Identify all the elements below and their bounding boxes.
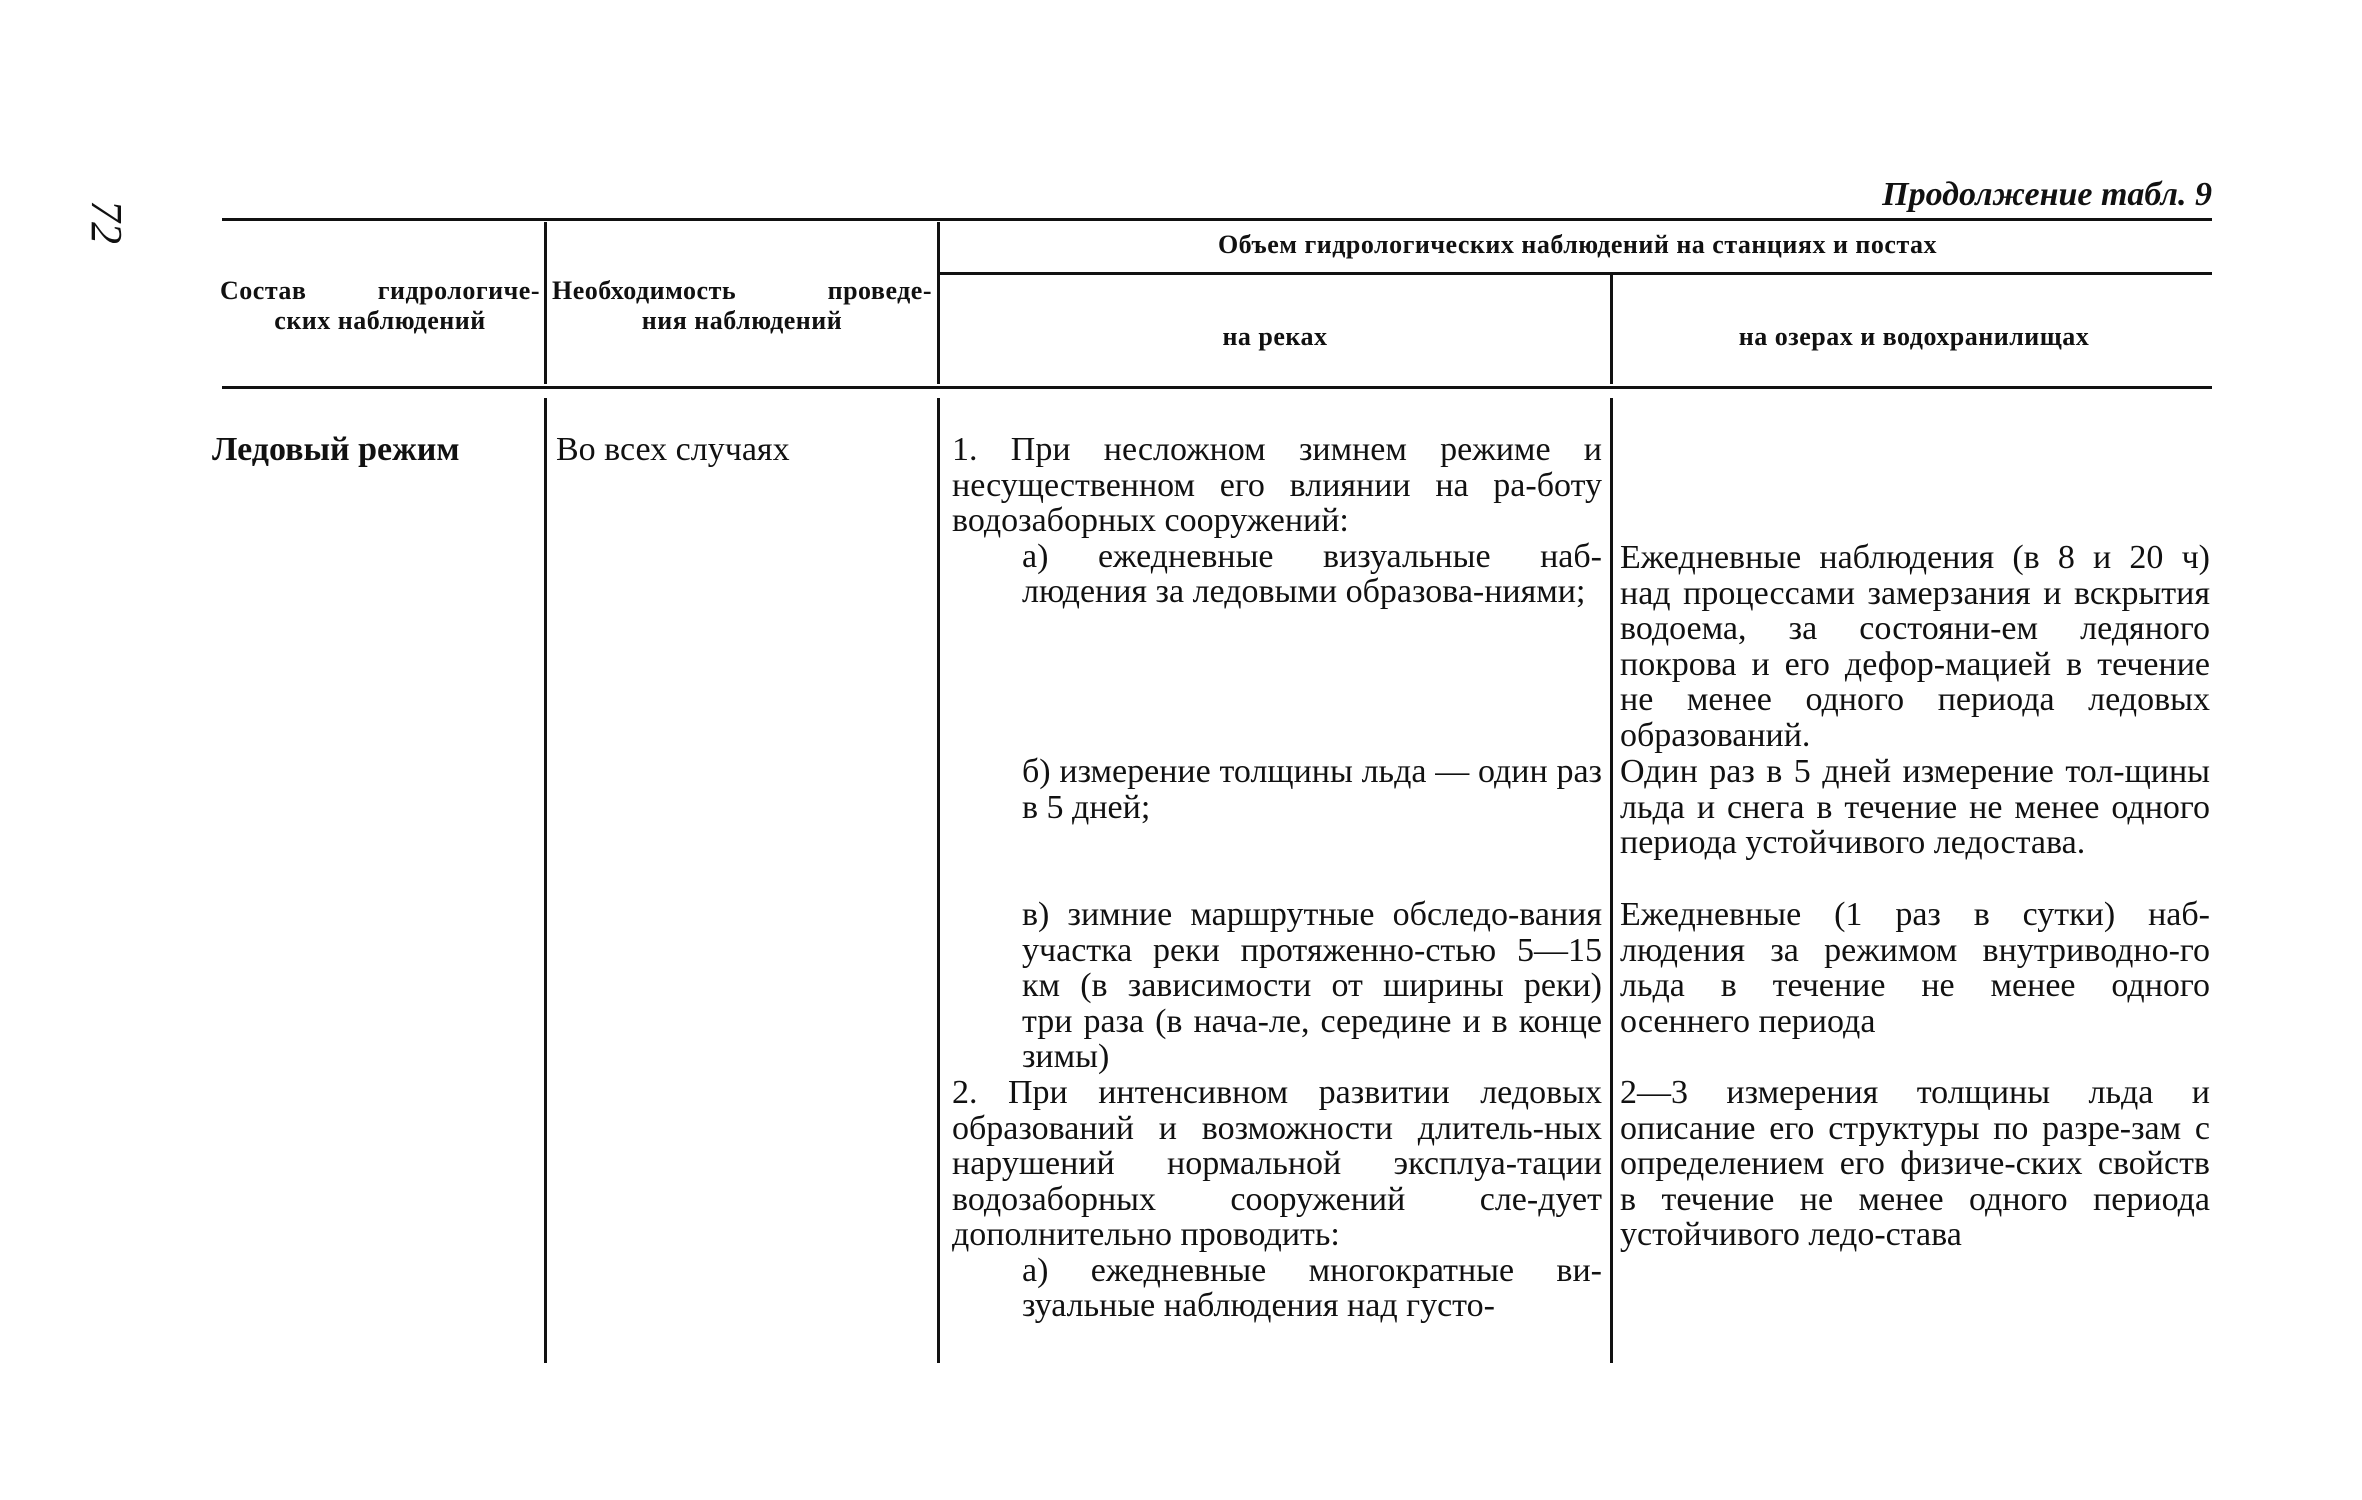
header-composition [220, 276, 540, 336]
rivers-item-2: 2. При интенсивном развитии ледовых образований и возможности длитель-ных нарушений нормальной эксплуа-тации водозаборных сооружений сле-дует дополнительно проводить: [952, 1074, 1602, 1253]
table-continuation-caption: Продолжение табл. 9 [1882, 176, 2212, 213]
cell-composition: Ледовый режим [212, 431, 460, 468]
group-header-rule [940, 272, 2212, 275]
lakes-item-d: 2—3 измерения толщины льда и описание его структуры по разре-зам с определением его физиче-ских свойств в течение не менее одного периода устойчивого ледо-става [1620, 1074, 2210, 1253]
lakes-item-a: Ежедневные наблюдения (в 8 и 20 ч) над процессами замерзания и вскрытия водоема, за состояни-ем ледяного покрова и его дефор-мацией в течение не менее одного периода ледовых образований. [1620, 539, 2210, 754]
rivers-item-2a: а) ежедневные многократные ви-зуальные наблюдения над густо- [1022, 1251, 1602, 1324]
column-divider-2 [937, 222, 940, 384]
cell-lakes-a [1620, 540, 2210, 753]
header-necessity [552, 276, 932, 336]
header-bottom-rule [222, 386, 2212, 389]
header-necessity-line1: Необходимость проведе- [552, 276, 932, 305]
header-composition-line1: Состав гидрологиче- [220, 276, 540, 305]
lakes-item-c: Ежедневные (1 раз в сутки) наб-людения за режимом внутриводно-го льда в течение не менее одного осеннего периода [1620, 896, 2210, 1040]
cell-lakes-b [1620, 754, 2210, 861]
cell-rivers-c [952, 897, 1602, 1075]
rivers-item-1b: б) измерение толщины льда — один раз в 5 дней; [1022, 753, 1602, 826]
header-necessity-line2: ния наблюдений [641, 306, 843, 335]
body-divider-2 [937, 398, 940, 1363]
cell-rivers [952, 432, 1602, 610]
header-rivers: на реках [1222, 322, 1328, 351]
body-divider-3 [1610, 398, 1613, 1363]
cell-rivers-b [952, 754, 1602, 825]
header-group-volume: Объем гидрологических наблюдений на станциях и постах [1217, 230, 1938, 259]
table-top-rule [222, 218, 2212, 221]
cell-lakes-d [1620, 1075, 2210, 1253]
rivers-item-1: 1. При несложном зимнем режиме и несущественном его влиянии на ра-боту водозаборных сооружений: [952, 431, 1602, 539]
column-divider-3 [1610, 275, 1613, 384]
header-lakes: на озерах и водохранилищах [1738, 322, 2090, 351]
lakes-item-b: Один раз в 5 дней измерение тол-щины льда и снега в течение не менее одного периода устойчивого ледостава. [1620, 753, 2210, 861]
cell-rivers-2 [952, 1075, 1602, 1324]
header-composition-line2: ских наблюдений [274, 306, 486, 335]
page-number: 72 [82, 200, 131, 244]
body-divider-1 [544, 398, 547, 1363]
cell-necessity: Во всех случаях [556, 431, 790, 468]
cell-lakes-c [1620, 897, 2210, 1039]
rivers-item-1a: а) ежедневные визуальные наб-людения за ледовыми образова-ниями; [1022, 537, 1602, 610]
rivers-item-1c: в) зимние маршрутные обследо-вания участка реки протяженно-стью 5—15 км (в зависимости от ширины реки) три раза (в нача-ле, середине и в конце зимы) [1022, 896, 1602, 1075]
column-divider-1 [544, 222, 547, 384]
